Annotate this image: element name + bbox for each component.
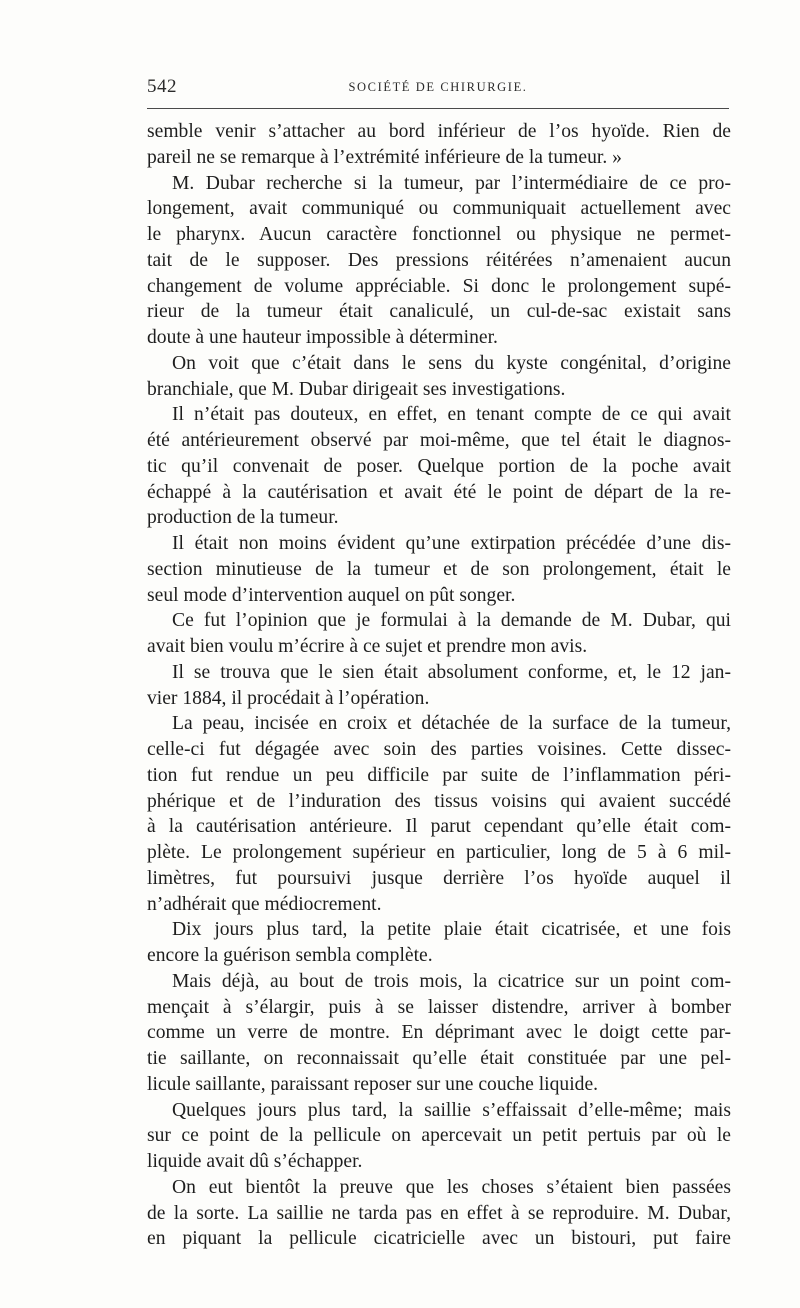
text-line: de la sorte. La saillie ne tarda pas en effet à se reproduire. M. Dubar, — [147, 1202, 731, 1224]
text-line: On eut bientôt la preuve que les choses s’étaient bien passées — [172, 1176, 731, 1198]
text-line: Dix jours plus tard, la petite plaie était cicatrisée, et une fois — [172, 919, 731, 941]
text-line: Il était non moins évident qu’une extirpation précédée d’une dis- — [172, 533, 731, 554]
text-line: phérique et de l’induration des tissus voisins qui avaient succédé — [147, 790, 731, 812]
text-line: n’adhérait que médiocrement. — [147, 893, 382, 915]
text-line: plète. Le prolongement supérieur en particulier, long de 5 à 6 mil- — [147, 842, 731, 863]
text-line: Il se trouva que le sien était absolument conforme, et, le 12 jan- — [172, 661, 731, 683]
text-line: section minutieuse de la tumeur et de son prolongement, était le — [147, 558, 731, 580]
text-line: à la cautérisation antérieure. Il parut cependant qu’elle était com- — [147, 816, 731, 838]
text-line: liquide avait dû s’échapper. — [147, 1151, 363, 1172]
running-title: SOCIÉTÉ DE CHIRURGIE. — [348, 80, 528, 94]
text-line: le pharynx. Aucun caractère fonctionnel ou physique ne permet- — [147, 224, 731, 245]
text-line: vier 1884, il procédait à l’opération. — [147, 687, 430, 709]
text-line: tait de le supposer. Des pressions réitérées n’amenaient aucun — [147, 249, 731, 271]
text-line: production de la tumeur. — [147, 507, 339, 529]
page-header — [147, 76, 729, 100]
text-line: Il n’était pas douteux, en effet, en tenant compte de ce qui avait — [172, 404, 731, 426]
text-line: Ce fut l’opinion que je formulai à la demande de M. Dubar, qui — [172, 610, 731, 632]
text-line: rieur de la tumeur était canaliculé, un cul-de-sac existait sans — [147, 301, 731, 323]
text-line: tion fut rendue un peu difficile par suite de l’inflammation péri- — [147, 764, 731, 786]
text-line: licule saillante, paraissant reposer sur une couche liquide. — [147, 1073, 599, 1095]
body-text — [147, 119, 731, 1252]
text-line: On voit que c’était dans le sens du kyste congénital, d’origine — [172, 352, 731, 374]
text-line: échappé à la cautérisation et avait été le point de départ de la re- — [147, 481, 731, 503]
text-line: M. Dubar recherche si la tumeur, par l’intermédiaire de ce pro- — [172, 172, 731, 194]
text-line: comme un verre de montre. En déprimant avec le doigt cette par- — [147, 1022, 731, 1044]
text-line: Mais déjà, au bout de trois mois, la cicatrice sur un point com- — [172, 970, 731, 992]
text-line: tie saillante, on reconnaissait qu’elle était constituée par une pel- — [147, 1048, 731, 1069]
text-line: Quelques jours plus tard, la saillie s’effaissait d’elle-même; mais — [172, 1099, 731, 1121]
text-line: branchiale, que M. Dubar dirigeait ses investigations. — [147, 378, 566, 400]
text-line: mençait à s’élargir, puis à se laisser distendre, arriver à bomber — [147, 996, 731, 1018]
text-line: longement, avait communiqué ou communiquait actuellement avec — [147, 198, 731, 220]
text-line: encore la guérison sembla complète. — [147, 945, 433, 966]
text-line: été antérieurement observé par moi-même, que tel était le diagnos- — [147, 430, 731, 451]
text-line: seul mode d’intervention auquel on pût songer. — [147, 584, 516, 606]
text-line: avait bien voulu m’écrire à ce sujet et prendre mon avis. — [147, 636, 588, 657]
text-line: doute à une hauteur impossible à déterminer. — [147, 327, 498, 348]
text-line: tic qu’il convenait de poser. Quelque portion de la poche avait — [147, 455, 731, 477]
text-line: La peau, incisée en croix et détachée de la surface de la tumeur, — [172, 713, 731, 735]
text-line: pareil ne se remarque à l’extrémité inférieure de la tumeur. » — [147, 146, 622, 168]
text-line: celle-ci fut dégagée avec soin des parties voisines. Cette dissec- — [147, 739, 731, 760]
text-line: limètres, fut poursuivi jusque derrière l’os hyoïde auquel il — [147, 867, 731, 889]
header-rule — [147, 108, 729, 109]
text-line: sur ce point de la pellicule on apercevait un petit pertuis par où le — [147, 1125, 731, 1147]
text-line: changement de volume appréciable. Si donc le prolongement supé- — [147, 275, 731, 297]
text-line: semble venir s’attacher au bord inférieur de l’os hyoïde. Rien de — [147, 121, 731, 142]
page-number: 542 — [147, 76, 177, 97]
text-line: en piquant la pellicule cicatricielle avec un bistouri, put faire — [147, 1228, 731, 1250]
